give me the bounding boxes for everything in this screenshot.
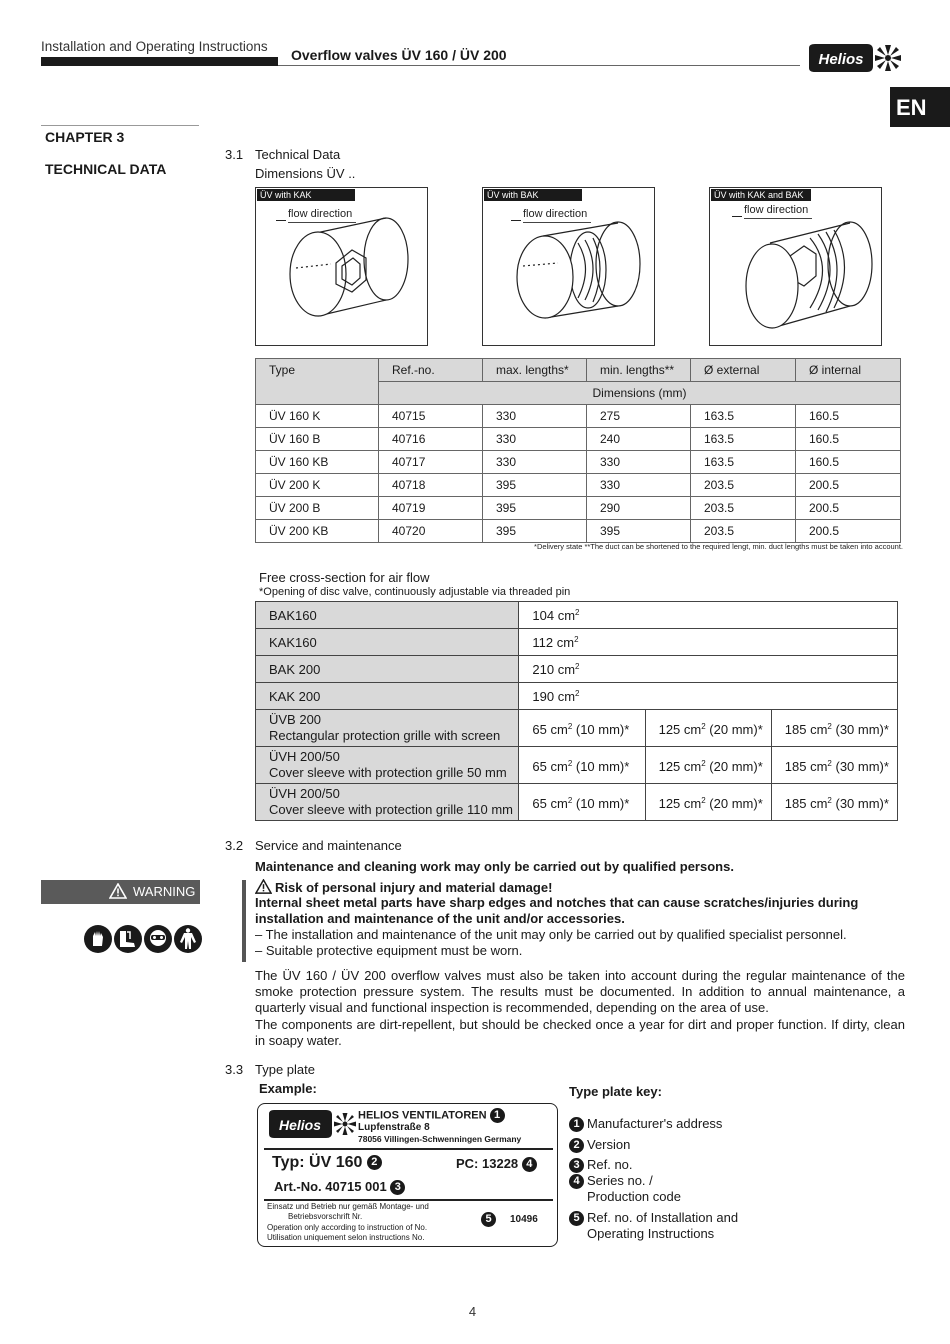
plate-article-no bbox=[274, 1179, 405, 1195]
plate-pc-text: PC: 13228 bbox=[456, 1156, 519, 1171]
key-text-line2: Operating Instructions bbox=[587, 1226, 715, 1242]
dimensions-table bbox=[255, 358, 901, 543]
table-row bbox=[256, 602, 898, 629]
key-item bbox=[569, 1157, 633, 1173]
cell: 203.5 bbox=[691, 520, 796, 543]
cell: 330 bbox=[483, 451, 587, 474]
cell: ÜV 200 B bbox=[256, 497, 379, 520]
helios-logo bbox=[805, 42, 902, 74]
dimensions-unit-header: Dimensions (mm) bbox=[379, 382, 901, 405]
cell: 40715 bbox=[379, 405, 483, 428]
key-marker: 5 bbox=[569, 1211, 584, 1226]
plate-city: 78056 Villingen-Schwenningen Germany bbox=[358, 1134, 522, 1144]
key-text: Ref. no. bbox=[587, 1157, 633, 1172]
header-min-length: min. lengths** bbox=[587, 359, 691, 382]
duct-drawing bbox=[710, 188, 883, 347]
cell: 160.5 bbox=[796, 405, 901, 428]
value-text: 112 cm bbox=[532, 634, 575, 650]
plate-instruction-line: Operation only according to instruction of No. bbox=[267, 1223, 428, 1232]
chapter-rule bbox=[41, 125, 199, 126]
row-value bbox=[519, 683, 898, 710]
plate-instruction-no: 10496 bbox=[510, 1214, 538, 1225]
table-row bbox=[256, 474, 901, 497]
logo-text: Helios bbox=[818, 51, 864, 68]
warning-sidebar bbox=[242, 880, 246, 962]
key-text: Manufacturer's address bbox=[587, 1116, 723, 1131]
key-text-line2: Production code bbox=[587, 1189, 681, 1205]
unit-exponent: 2 bbox=[701, 758, 706, 768]
unit-exponent: 2 bbox=[567, 795, 573, 805]
figure-label: ÜV with KAK bbox=[257, 189, 355, 201]
cell: 160.5 bbox=[796, 451, 901, 474]
figure-label: ÜV with BAK bbox=[484, 189, 582, 201]
header-bar bbox=[41, 57, 278, 66]
gloves-icon bbox=[84, 925, 112, 953]
figure-label: ÜV with KAK and BAK bbox=[711, 189, 811, 201]
value-text: 185 cm bbox=[784, 758, 828, 774]
section-subtitle: Dimensions ÜV .. bbox=[255, 166, 356, 181]
value-suffix: (10 mm)* bbox=[572, 721, 630, 737]
cell: 203.5 bbox=[691, 474, 796, 497]
cell: 203.5 bbox=[691, 497, 796, 520]
value-suffix: (30 mm)* bbox=[831, 795, 889, 811]
key-marker: 3 bbox=[569, 1158, 584, 1173]
helios-logo bbox=[266, 1109, 356, 1139]
row-value bbox=[519, 656, 898, 683]
plate-divider bbox=[264, 1199, 553, 1201]
value-suffix: (30 mm)* bbox=[831, 758, 889, 774]
value-text: 125 cm bbox=[658, 795, 702, 811]
row-value bbox=[519, 784, 645, 821]
example-label: Example: bbox=[259, 1081, 317, 1096]
cell: 200.5 bbox=[796, 474, 901, 497]
cell: 200.5 bbox=[796, 497, 901, 520]
value-suffix: (20 mm)* bbox=[705, 721, 763, 737]
marker-2: 2 bbox=[367, 1155, 382, 1170]
cell: 163.5 bbox=[691, 405, 796, 428]
cell: ÜV 160 B bbox=[256, 428, 379, 451]
company-name: HELIOS VENTILATOREN bbox=[358, 1109, 487, 1122]
doc-type-label: Installation and Operating Instructions bbox=[41, 39, 268, 54]
bullet-item: – Suitable protective equipment must be worn. bbox=[255, 943, 523, 958]
row-value bbox=[645, 784, 771, 821]
table-row bbox=[256, 683, 898, 710]
table-footnote: *Delivery state **The duct can be shortened to the required lengt, min. duct lengths must be taken into account. bbox=[534, 542, 903, 551]
cross-section-subtitle: *Opening of disc valve, continuously adjustable via threaded pin bbox=[259, 586, 571, 598]
key-item bbox=[569, 1173, 681, 1205]
unit-exponent: 2 bbox=[574, 634, 579, 644]
row-value bbox=[771, 710, 897, 747]
row-label: BAK160 bbox=[256, 602, 519, 629]
table-row bbox=[256, 784, 898, 821]
table-row bbox=[256, 520, 901, 543]
plate-pc bbox=[456, 1156, 537, 1172]
unit-exponent: 2 bbox=[701, 721, 706, 731]
cell: 160.5 bbox=[796, 428, 901, 451]
row-value bbox=[519, 710, 645, 747]
plate-article-text: Art.-No. 40715 001 bbox=[274, 1179, 387, 1194]
cell: 40717 bbox=[379, 451, 483, 474]
unit-exponent: 2 bbox=[701, 795, 706, 805]
risk-heading bbox=[255, 879, 905, 896]
value-text: 125 cm bbox=[658, 721, 702, 737]
value-text: 185 cm bbox=[784, 795, 828, 811]
row-label: KAK160 bbox=[256, 629, 519, 656]
row-label: BAK 200 bbox=[256, 656, 519, 683]
cell: ÜV 160 KB bbox=[256, 451, 379, 474]
section-number: 3.3 bbox=[225, 1062, 244, 1077]
table-row bbox=[256, 405, 901, 428]
key-marker: 4 bbox=[569, 1174, 584, 1189]
chapter-label: CHAPTER 3 bbox=[45, 129, 125, 145]
plate-instruction-line: Einsatz und Betrieb nur gemäß Montage- und bbox=[267, 1202, 429, 1211]
plate-type-text: Typ: ÜV 160 bbox=[272, 1154, 363, 1171]
row-value bbox=[645, 747, 771, 784]
cell: 290 bbox=[587, 497, 691, 520]
logo-text: Helios bbox=[278, 1117, 322, 1133]
unit-exponent: 2 bbox=[575, 661, 580, 671]
table-row bbox=[256, 710, 898, 747]
plate-street: Lupfenstraße 8 bbox=[358, 1122, 430, 1133]
value-suffix: (10 mm)* bbox=[572, 795, 630, 811]
key-marker: 2 bbox=[569, 1138, 584, 1153]
warning-triangle-icon bbox=[109, 883, 127, 899]
table-row bbox=[256, 451, 901, 474]
boots-icon bbox=[114, 925, 142, 953]
plate-divider bbox=[264, 1148, 553, 1150]
risk-heading-text: Risk of personal injury and material damage! bbox=[275, 880, 553, 895]
key-item bbox=[569, 1210, 738, 1242]
flow-direction-label: flow direction bbox=[744, 204, 809, 216]
row-value bbox=[519, 629, 898, 656]
cell: ÜV 200 K bbox=[256, 474, 379, 497]
cross-section-table bbox=[255, 601, 898, 821]
row-label bbox=[256, 710, 519, 747]
maintenance-intro: Maintenance and cleaning work may only be carried out by qualified persons. bbox=[255, 859, 734, 874]
key-text: Version bbox=[587, 1137, 631, 1152]
value-text: 190 cm bbox=[532, 688, 576, 704]
value-text: 104 cm bbox=[532, 607, 576, 623]
flow-direction-label: flow direction bbox=[288, 208, 353, 220]
table-row bbox=[256, 656, 898, 683]
unit-exponent: 2 bbox=[567, 721, 573, 731]
cell: 163.5 bbox=[691, 451, 796, 474]
bullet-item: – The installation and maintenance of the unit may only be carried out by qualified specialist personnel. bbox=[255, 927, 847, 942]
chapter-title: TECHNICAL DATA bbox=[45, 161, 167, 177]
cell: 395 bbox=[483, 520, 587, 543]
protective-suit-icon bbox=[174, 925, 202, 953]
key-text: Ref. no. of Installation and bbox=[587, 1210, 739, 1225]
value-suffix: (20 mm)* bbox=[705, 758, 763, 774]
plate-instruction-line: Utilisation uniquement selon instructions No. bbox=[267, 1233, 425, 1242]
warning-triangle-icon bbox=[255, 879, 272, 894]
section-title: Type plate bbox=[255, 1062, 315, 1077]
row-label bbox=[256, 747, 519, 784]
row-value bbox=[771, 784, 897, 821]
key-item bbox=[569, 1137, 630, 1153]
unit-exponent: 2 bbox=[827, 758, 832, 768]
table-row bbox=[256, 497, 901, 520]
section-number: 3.2 bbox=[225, 838, 244, 853]
cell: 40719 bbox=[379, 497, 483, 520]
marker-3: 3 bbox=[390, 1180, 405, 1195]
figure-uv-bak bbox=[482, 187, 655, 346]
header-ref-no: Ref.-no. bbox=[379, 359, 483, 382]
cell: 40720 bbox=[379, 520, 483, 543]
cell: 240 bbox=[587, 428, 691, 451]
cell: 330 bbox=[483, 428, 587, 451]
label-line: ÜVH 200/50 bbox=[269, 786, 340, 801]
header-type: Type bbox=[256, 359, 379, 405]
unit-exponent: 2 bbox=[575, 688, 580, 698]
row-value bbox=[771, 747, 897, 784]
figure-uv-kak-bak bbox=[709, 187, 882, 346]
flow-direction-label: flow direction bbox=[523, 208, 588, 220]
protective-equipment-icons bbox=[84, 924, 202, 954]
page-number: 4 bbox=[468, 1304, 477, 1319]
cell: ÜV 160 K bbox=[256, 405, 379, 428]
goggles-icon bbox=[144, 925, 172, 953]
unit-exponent: 2 bbox=[827, 721, 832, 731]
cell: ÜV 200 KB bbox=[256, 520, 379, 543]
row-label bbox=[256, 784, 519, 821]
key-marker: 1 bbox=[569, 1117, 584, 1132]
cell: 40718 bbox=[379, 474, 483, 497]
cell: 275 bbox=[587, 405, 691, 428]
plate-instruction-line: Betriebsvorschrift Nr. bbox=[288, 1212, 363, 1221]
table-header-row bbox=[256, 359, 901, 382]
table-row bbox=[256, 629, 898, 656]
row-value bbox=[519, 602, 898, 629]
unit-exponent: 2 bbox=[567, 758, 573, 768]
risk-detail: Internal sheet metal parts have sharp edges and notches that can cause scratches/injuries during installation and maintenance of the unit and/or accessories. bbox=[255, 895, 859, 926]
cell: 40716 bbox=[379, 428, 483, 451]
duct-drawing bbox=[256, 188, 429, 347]
value-suffix: (30 mm)* bbox=[831, 721, 889, 737]
value-suffix: (20 mm)* bbox=[705, 795, 763, 811]
label-line: Cover sleeve with protection grille 110 mm bbox=[269, 802, 513, 817]
label-line: Cover sleeve with protection grille 50 mm bbox=[269, 765, 507, 780]
label-line: ÜVH 200/50 bbox=[269, 749, 340, 764]
value-text: 125 cm bbox=[658, 758, 702, 774]
value-text: 65 cm bbox=[532, 758, 568, 774]
header-external-diameter: Ø external bbox=[691, 359, 796, 382]
cell: 200.5 bbox=[796, 520, 901, 543]
cell: 330 bbox=[587, 451, 691, 474]
figure-uv-kak bbox=[255, 187, 428, 346]
value-suffix: (10 mm)* bbox=[572, 758, 630, 774]
cell: 395 bbox=[483, 497, 587, 520]
cross-section-title: Free cross-section for air flow bbox=[259, 570, 430, 585]
plate-company bbox=[358, 1108, 505, 1123]
unit-exponent: 2 bbox=[575, 607, 580, 617]
label-line: Rectangular protection grille with screen bbox=[269, 728, 501, 743]
row-label: KAK 200 bbox=[256, 683, 519, 710]
table-row bbox=[256, 428, 901, 451]
section-title: Technical Data bbox=[255, 147, 341, 162]
row-value bbox=[519, 747, 645, 784]
key-text: Series no. / bbox=[587, 1173, 653, 1188]
header-internal-diameter: Ø internal bbox=[796, 359, 901, 382]
marker-4: 4 bbox=[522, 1157, 537, 1172]
table-row bbox=[256, 747, 898, 784]
cell: 395 bbox=[483, 474, 587, 497]
cell: 330 bbox=[483, 405, 587, 428]
value-text: 65 cm bbox=[532, 721, 568, 737]
cell: 330 bbox=[587, 474, 691, 497]
unit-exponent: 2 bbox=[827, 795, 832, 805]
type-plate-key-title: Type plate key: bbox=[569, 1084, 662, 1099]
cell: 395 bbox=[587, 520, 691, 543]
maintenance-paragraph: The ÜV 160 / ÜV 200 overflow valves must also be taken into account during the regular maintenance of the smoke protection pressure system. The results must be documented. In addition to annual maintenance, a quarterly visual and functional inspection is recommended, depending on the area of use. bbox=[255, 968, 905, 1015]
key-item bbox=[569, 1116, 722, 1132]
document-title: Overflow valves ÜV 160 / ÜV 200 bbox=[291, 47, 507, 63]
duct-drawing bbox=[483, 188, 656, 347]
type-plate bbox=[257, 1103, 558, 1247]
plate-type bbox=[272, 1154, 382, 1172]
value-text: 210 cm bbox=[532, 661, 576, 677]
label-line: ÜVB 200 bbox=[269, 712, 322, 727]
value-text: 65 cm bbox=[532, 795, 568, 811]
header-max-length: max. lengths* bbox=[483, 359, 587, 382]
header-rule bbox=[278, 65, 800, 66]
section-title: Service and maintenance bbox=[255, 838, 402, 853]
cell: 163.5 bbox=[691, 428, 796, 451]
cleaning-paragraph: The components are dirt-repellent, but should be checked once a year for dirt and proper function. If dirty, clean in soapy water. bbox=[255, 1017, 905, 1048]
value-text: 185 cm bbox=[784, 721, 828, 737]
language-tab: EN bbox=[890, 87, 950, 127]
warning-box bbox=[41, 880, 200, 904]
section-number: 3.1 bbox=[225, 147, 244, 162]
marker-5: 5 bbox=[481, 1212, 496, 1227]
warning-label: WARNING bbox=[133, 884, 196, 899]
marker-1: 1 bbox=[490, 1108, 505, 1123]
row-value bbox=[645, 710, 771, 747]
